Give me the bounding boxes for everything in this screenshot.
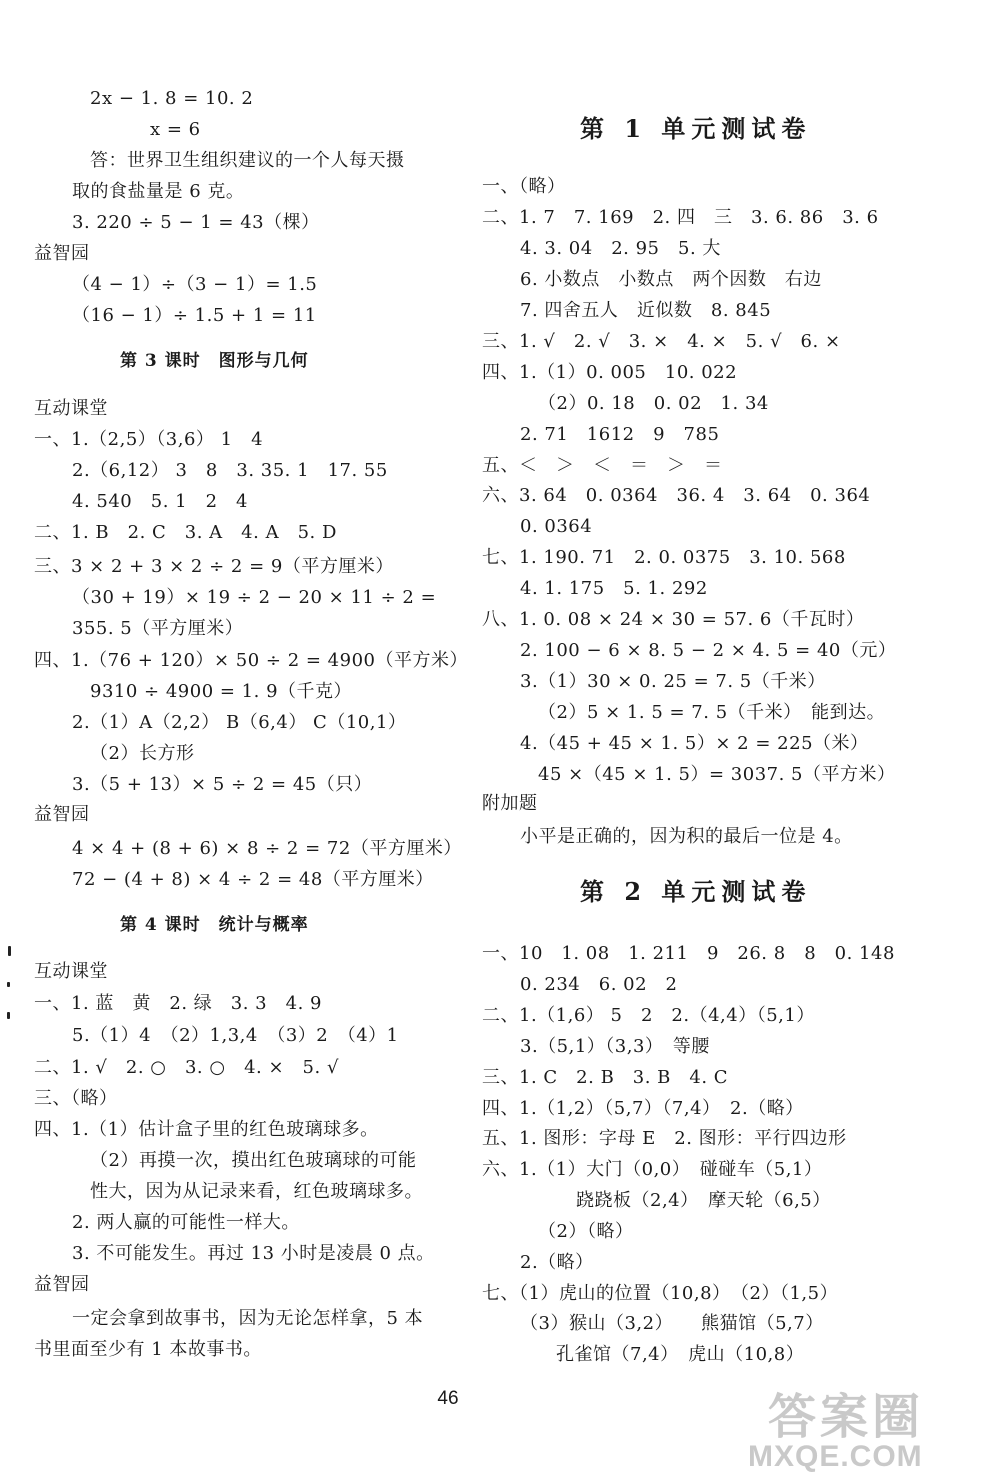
answer-line: 3.（5,1）（3,3） 等腰 <box>520 1036 710 1057</box>
scan-mark <box>8 946 11 956</box>
answer-line: 7. 四舍五人 近似数 8. 845 <box>520 300 772 321</box>
answer-line: 五、1. 图形：字母 E 2. 图形：平行四边形 <box>482 1128 847 1149</box>
answer-line: 跷跷板（2,4） 摩天轮（6,5） <box>576 1190 831 1211</box>
answer-line: 七、1. 190. 71 2. 0. 0375 3. 10. 568 <box>482 547 846 568</box>
answer-line: 三、1. C 2. B 3. B 4. C <box>482 1067 729 1088</box>
answer-line: 72 − (4 + 8) × 4 ÷ 2 = 48（平方厘米） <box>72 869 434 890</box>
answer-line: 四、1.（1）0. 005 10. 022 <box>482 362 738 383</box>
answer-line: 3. 220 ÷ 5 − 1 = 43（棵） <box>72 212 320 233</box>
answer-line: 一、10 1. 08 1. 211 9 26. 8 8 0. 148 <box>482 943 895 964</box>
answer-line: 三、（略） <box>34 1088 118 1109</box>
answer-line: （2）（略） <box>538 1221 634 1242</box>
answer-line: 六、1.（1）大门（0,0） 碰碰车（5,1） <box>482 1159 823 1180</box>
watermark-logo-text: 答案圈 <box>768 1391 925 1444</box>
answer-line: 2. 100 − 6 × 8. 5 − 2 × 4. 5 = 40（元） <box>520 640 897 661</box>
answer-line: x = 6 <box>150 119 201 140</box>
answer-line: 答：世界卫生组织建议的一个人每天摄 <box>90 150 405 171</box>
answer-line: 一、1.（2,5）（3,6） 1 4 <box>34 429 264 450</box>
answer-line: 4.（45 + 45 × 1. 5）× 2 = 225（米） <box>520 733 869 754</box>
answer-line: 孔雀馆（7,4） 虎山（10,8） <box>556 1344 805 1365</box>
answer-line: 2.（1）A（2,2） B（6,4） C（10,1） <box>72 712 407 733</box>
answer-line: 二、1. B 2. C 3. A 4. A 5. D <box>34 522 337 543</box>
scan-mark <box>7 982 10 987</box>
answer-line: 二、1. 7 7. 169 2. 四 三 3. 6. 86 3. 6 <box>482 207 879 228</box>
answer-line: 2x − 1. 8 = 10. 2 <box>90 88 254 109</box>
page-number: 46 <box>437 1388 459 1409</box>
answer-line: 五、＜ ＞ ＜ ＝ ＞ ＝ <box>482 455 723 476</box>
answer-line: 六、3. 64 0. 0364 36. 4 3. 64 0. 364 <box>482 485 871 506</box>
section-label-fujiati: 附加题 <box>482 793 538 814</box>
answer-line: 书里面至少有 1 本故事书。 <box>34 1339 262 1360</box>
answer-line: 三、1. √ 2. √ 3. × 4. × 5. √ 6. × <box>482 331 841 352</box>
answer-line: 6. 小数点 小数点 两个因数 右边 <box>520 269 822 290</box>
answer-line: 4 × 4 + (8 + 6) × 8 ÷ 2 = 72（平方厘米） <box>72 838 462 859</box>
answer-line: 2. 两人赢的可能性一样大。 <box>72 1212 300 1233</box>
answer-line: 一定会拿到故事书，因为无论怎样拿，5 本 <box>72 1308 424 1329</box>
answer-line: （4 − 1）÷（3 − 1）= 1.5 <box>72 274 318 295</box>
answer-line: 小平是正确的，因为积的最后一位是 4。 <box>520 826 853 847</box>
answer-line: （2）5 × 1. 5 = 7. 5（千米） 能到达。 <box>538 702 886 723</box>
answer-line: 四、1.（76 + 120）× 50 ÷ 2 = 4900（平方米） <box>34 650 468 671</box>
answer-line: （30 + 19）× 19 ÷ 2 − 20 × 11 ÷ 2 = <box>72 587 437 608</box>
answer-line: （2）再摸一次，摸出红色玻璃球的可能 <box>90 1150 417 1171</box>
scan-mark <box>7 1012 10 1019</box>
answer-line: 0. 234 6. 02 2 <box>520 974 678 995</box>
answer-line: 三、3 × 2 + 3 × 2 ÷ 2 = 9（平方厘米） <box>34 556 394 577</box>
answer-line: 0. 0364 <box>520 516 593 537</box>
section-label-yizhiyuan: 益智园 <box>34 1274 90 1295</box>
answer-line: 四、1.（1,2）（5,7）（7,4） 2.（略） <box>482 1098 804 1119</box>
answer-line: 性大，因为从记录来看，红色玻璃球多。 <box>90 1181 423 1202</box>
answer-line: 八、1. 0. 08 × 24 × 30 = 57. 6（千瓦时） <box>482 609 865 630</box>
test-title: 第 2 单元测试卷 <box>580 877 812 906</box>
answer-line: 二、1.（1,6） 5 2 2.（4,4）（5,1） <box>482 1005 815 1026</box>
answer-line: 一、1. 蓝 黄 2. 绿 3. 3 4. 9 <box>34 993 322 1014</box>
answer-line: 5.（1）4 （2）1,3,4 （3）2 （4）1 <box>72 1025 399 1046</box>
answer-line: 2.（略） <box>520 1252 594 1273</box>
lesson-heading: 第 4 课时 统计与概率 <box>120 915 309 935</box>
answer-line: 4. 1. 175 5. 1. 292 <box>520 578 708 599</box>
answer-line: 355. 5（平方厘米） <box>72 618 244 639</box>
lesson-heading: 第 3 课时 图形与几何 <box>120 351 309 371</box>
answer-line: 9310 ÷ 4900 = 1. 9（千克） <box>90 681 353 702</box>
answer-line: 4. 540 5. 1 2 4 <box>72 491 249 512</box>
section-label-yizhiyuan: 益智园 <box>34 243 90 264</box>
answer-line: （2）长方形 <box>90 743 195 764</box>
watermark-url: MXQE.COM <box>748 1440 923 1473</box>
section-label-yizhiyuan: 益智园 <box>34 804 90 825</box>
answer-line: （16 − 1）÷ 1.5 + 1 = 11 <box>72 305 317 326</box>
answer-line: 七、（1）虎山的位置（10,8） （2）（1,5） <box>482 1283 839 1304</box>
answer-line: 二、1. √ 2. ○ 3. ○ 4. × 5. √ <box>34 1057 339 1078</box>
section-label-hudong: 互动课堂 <box>34 398 108 419</box>
answer-line: （2）0. 18 0. 02 1. 34 <box>538 393 769 414</box>
answer-line: 取的食盐量是 6 克。 <box>72 181 245 202</box>
watermark-logo <box>748 1378 925 1473</box>
section-label-hudong: 互动课堂 <box>34 961 108 982</box>
answer-line: 一、（略） <box>482 176 566 197</box>
answer-line: 3. 不可能发生。再过 13 小时是凌晨 0 点。 <box>72 1243 435 1264</box>
answer-line: 2.（6,12） 3 8 3. 35. 1 17. 55 <box>72 460 388 481</box>
answer-line: 4. 3. 04 2. 95 5. 大 <box>520 238 721 259</box>
answer-line: 3.（1）30 × 0. 25 = 7. 5（千米） <box>520 671 826 692</box>
answer-line: （3）猴山（3,2） 熊猫馆（5,7） <box>520 1313 824 1334</box>
test-title: 第 1 单元测试卷 <box>580 114 812 143</box>
answer-line: 四、1.（1）估计盒子里的红色玻璃球多。 <box>34 1119 379 1140</box>
answer-line: 45 ×（45 × 1. 5）= 3037. 5（平方米） <box>538 764 896 785</box>
answer-line: 2. 71 1612 9 785 <box>520 424 720 445</box>
answer-line: 3.（5 + 13）× 5 ÷ 2 = 45（只） <box>72 774 373 795</box>
